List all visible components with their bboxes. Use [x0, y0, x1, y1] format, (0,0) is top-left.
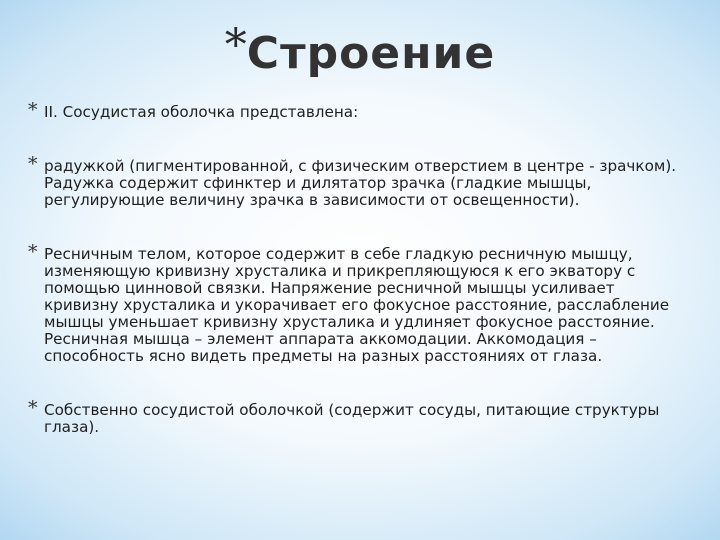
- asterisk-bullet-icon: *: [28, 397, 38, 419]
- asterisk-bullet-icon: *: [28, 241, 38, 263]
- bullet-item-choroid: [28, 397, 688, 436]
- bullet-text: II. Сосудистая оболочка представлена:: [44, 103, 359, 121]
- asterisk-bullet-icon: *: [28, 99, 38, 121]
- bullet-item-vascular-coat: [28, 99, 688, 121]
- title-asterisk-icon: *: [224, 20, 247, 71]
- slide-title: [0, 20, 720, 79]
- bullet-list: [28, 99, 688, 436]
- bullet-item-iris: [28, 153, 688, 209]
- bullet-item-ciliary-body: [28, 241, 688, 365]
- bullet-text: Ресничным телом, которое содержит в себе гладкую ресничную мышцу, изменяющую кривизну хрусталика и прикрепляющуюся к его экватору с помощью цинновой связки. Напряжение ресничной мышцы усиливает кривизну хрусталика и укорачивает его фокусное расстояние, расслабление мышцы уменьшает кривизну хрусталика и удлиняет фокусное расстояние. Ресничная мышца – элемент аппарата аккомодации. Аккомодация – способность ясно видеть предметы на разных расстояниях от глаза.: [44, 245, 670, 365]
- bullet-text: Собственно сосудистой оболочкой (содержит сосуды, питающие структуры глаза).: [44, 401, 660, 436]
- asterisk-bullet-icon: *: [28, 153, 38, 175]
- title-text: Строение: [246, 28, 496, 79]
- bullet-text: радужкой (пигментированной, с физическим отверстием в центре - зрачком). Радужка содержит сфинктер и дилятатор зрачка (гладкие мышцы, регулирующие величину зрачка в зависимости от освещенности).: [44, 157, 677, 209]
